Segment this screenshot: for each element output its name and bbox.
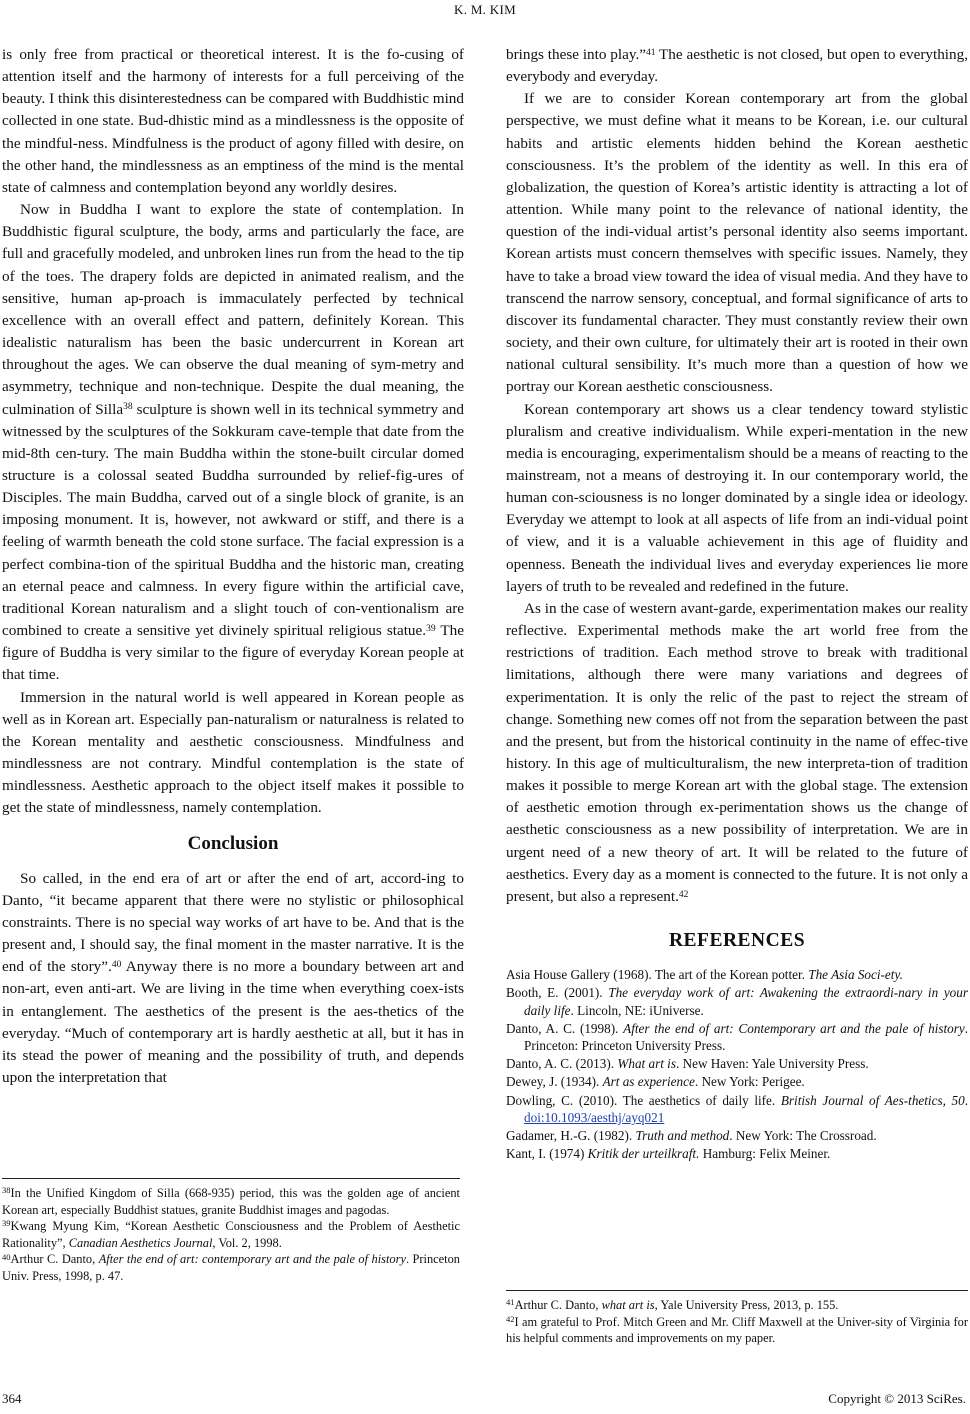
text-run: Dewey, J. (1934). bbox=[506, 1074, 603, 1090]
reference-item bbox=[506, 1127, 968, 1144]
text-run: . New Haven: Yale University Press. bbox=[675, 1056, 869, 1072]
text-run: I am grateful to Prof. Mitch Green and Mr. Cliff Maxwell at the Univer-sity of Virginia for his helpful comments and improvements on my paper. bbox=[506, 1314, 968, 1346]
footnote-ref[interactable]: 41 bbox=[645, 47, 656, 58]
text-run: After the end of art: Contemporary art and the pale of history bbox=[623, 1020, 965, 1036]
page-number: 364 bbox=[2, 1391, 22, 1406]
text-run: . Lincoln, NE: iUniverse. bbox=[570, 1002, 704, 1018]
paragraph: If we are to consider Korean contemporary art from the global perspective, we must define what it means to be Korean, i.e. our cultural habits and artistic elements hidden behind the Korean aesthetic consciousness. It’s the problem of the identity as well. In this era of globalization, the question of Korea’s artistic identity is attracting a lot of attention. While many point to the relevance of national identity, the question of the indi-vidual artist’s personal identity also seems important. Korean artists must concern themselves with specific issues. Namely, they have to take a broad view toward the idea of visual media. And they have to transcend the narrow sensory, conceptual, and formal significance of arts to discover its fundamental character. They must constantly review their own society, and their own culture, for ultimately their art is rooted in their own national cultural sensibility. It’s much more than a question of how we portray our Korean aesthetic consciousness. bbox=[506, 90, 968, 396]
text-run: Danto, A. C. (2013). bbox=[506, 1056, 618, 1072]
text-run: Booth, E. (2001). bbox=[506, 985, 609, 1001]
paragraph: Immersion in the natural world is well appeared in Korean people as well as in Korean art. Especially pan-naturalism or naturalness is related to the Korean mentality and aesthetic consciousness. Mindfulness and mindlessness are not contrary. Mindful contemplation is the state of mindlessness. Aesthetic approach to the object itself makes it possible to get the state of mindlessness, namely contemplation. bbox=[2, 688, 464, 817]
text-run: After the end of art: contemporary art and the pale of history bbox=[98, 1252, 406, 1267]
running-head: K. M. KIM bbox=[454, 2, 516, 17]
text-run: . bbox=[964, 1092, 968, 1108]
text-run: Kwang Myung Kim, “Korean Aesthetic Consciousness and the Problem of Aesthetic Rationality”, bbox=[2, 1219, 460, 1250]
footnote bbox=[2, 1218, 460, 1251]
footnote bbox=[506, 1314, 968, 1347]
footnote bbox=[506, 1297, 968, 1314]
text-run: The aesthetic is not closed, but open to everything, everybody and everyday. bbox=[506, 46, 968, 86]
copyright-notice: Copyright © 2013 SciRes. bbox=[828, 1391, 966, 1406]
text-run: Arthur C. Danto, bbox=[10, 1252, 99, 1267]
paragraph: is only free from practical or theoretical interest. It is the fo-cusing of attention itself and the harmony of interests for a full perceiving of the beauty. I think this disinterestedness can be compared with Buddhistic mind collected in one state. Bud-dhistic mind as a mindlessness is the opposite of the mindful-ness. Mindfulness is the product of agony filled with desire, on the other hand, the mindlessness as an emptiness of the mind is the mental state of calmness and contemplation beyond any worldly desires. bbox=[2, 46, 464, 196]
reference-item bbox=[506, 1073, 968, 1090]
text-run: . Princeton: Princeton University Press. bbox=[524, 1020, 969, 1054]
text-run: . Princeton Univ. Press, 1998, p. 47. bbox=[2, 1252, 461, 1283]
text-run: The everyday work of art: Awakening the extraordi-nary in your daily life bbox=[524, 985, 968, 1018]
text-run: Dowling, C. (2010). The aesthetics of daily life. bbox=[506, 1092, 781, 1108]
references-list bbox=[506, 966, 968, 1162]
text-run: Canadian Aesthetics Journal bbox=[68, 1235, 213, 1250]
footnote-number: 42 bbox=[506, 1313, 515, 1324]
text-run: Asia House Gallery (1968). The art of the Korean potter. bbox=[506, 967, 809, 983]
right-column bbox=[506, 44, 968, 1163]
doi-link[interactable]: doi:10.1093/aesthj/ayq021 bbox=[524, 1109, 665, 1125]
paragraph: Korean contemporary art shows us a clear tendency toward stylistic pluralism and creative individualism. While experi-mentation in the new media is encouraging, experimentalism should be a means of reacting to the mainstream, not a means of destroying it. In our contemporary world, the human con-sciousness is no longer dominated by a single idea or ideology. Everyday we attempt to look at all aspects of life from an indi-vidual point of view, and it is a valuable achievement in this age of fluidity and openness. Beneath the individual lives and everyday experiences lie more layers of truth to be revealed and redefined in the future. bbox=[506, 400, 968, 595]
text-run: . New York: Perigee. bbox=[694, 1074, 805, 1090]
text-run: The Asia Soci-ety. bbox=[808, 967, 903, 983]
paragraph bbox=[2, 199, 464, 686]
text-run: The figure of Buddha is very similar to the figure of everyday Korean people at that time. bbox=[2, 622, 464, 684]
text-run: brings these into play.” bbox=[506, 46, 646, 63]
text-run: British Journal of Aes-thetics, 50 bbox=[780, 1092, 965, 1108]
footnote-number: 38 bbox=[2, 1185, 11, 1196]
text-run: what art is bbox=[601, 1298, 655, 1312]
references-heading: REFERENCES bbox=[668, 930, 806, 952]
reference-item bbox=[506, 984, 968, 1018]
footnote-number: 41 bbox=[506, 1297, 515, 1308]
reference-item bbox=[506, 1145, 968, 1162]
text-run: In the Unified Kingdom of Silla (668-935) period, this was the golden age of ancient Korean art, especially Buddhist statues, granite Buddhist images and pagodas. bbox=[2, 1186, 460, 1217]
text-run: Anyway there is no more a boundary between art and non-art, even anti-art. We are living in the time when everything coex-ists in entanglement. The aesthetics of the present is the aes-thetics of the everyday. “Much of contemporary art is hardly aesthetic at all, but it has in its stead the power of meaning and the possibility of truth, and depends upon the interpretation that bbox=[2, 958, 464, 1087]
text-run: Arthur C. Danto, bbox=[514, 1298, 602, 1312]
text-run: , Yale University Press, 2013, p. 155. bbox=[654, 1298, 839, 1312]
paragraph bbox=[2, 868, 464, 1090]
text-run: . New York: The Crossroad. bbox=[729, 1128, 877, 1144]
footnote-divider bbox=[506, 1290, 968, 1291]
footnote-ref[interactable]: 39 bbox=[426, 623, 436, 634]
footnote bbox=[2, 1251, 460, 1284]
footnote-number: 39 bbox=[2, 1218, 11, 1229]
reference-item bbox=[506, 1055, 968, 1072]
reference-item bbox=[506, 1092, 968, 1126]
paragraph bbox=[506, 598, 968, 908]
text-run: Danto, A. C. (1998). bbox=[506, 1020, 624, 1036]
footnote-ref[interactable]: 38 bbox=[123, 402, 133, 413]
reference-item bbox=[506, 966, 968, 983]
text-run: Now in Buddha I want to explore the state of contemplation. In Buddhistic figural sculpture, the body, arms and particularly the face, are full and gracefully modeled, and unbroken lines run from the head to the tip of the toes. The drapery folds are depicted in animated realism, and the sensitive, human ap-proach is immaculately perfected by technical excellence with an overall effect and pattern, definitely Korean. This idealistic naturalism has been the basic undercurrent in Korean art throughout the ages. We can observe the dual meaning of sym-metry and asymmetry, technique and non-technique. Despite the dual meaning, the culmination of Silla bbox=[2, 201, 464, 418]
left-column bbox=[2, 44, 464, 1089]
text-run: Kant, I. (1974) bbox=[506, 1146, 588, 1162]
footnote-divider bbox=[2, 1178, 460, 1179]
text-run: Gadamer, H.-G. (1982). bbox=[506, 1128, 636, 1144]
text-run: Hamburg: Felix Meiner. bbox=[699, 1146, 831, 1162]
text-run: Truth and method bbox=[635, 1128, 730, 1144]
paragraph bbox=[506, 44, 968, 88]
text-run: Art as experience bbox=[602, 1074, 695, 1090]
footnote-number: 40 bbox=[2, 1251, 11, 1262]
footnotes-right bbox=[506, 1290, 968, 1347]
text-run: Kritik der urteilkraft. bbox=[587, 1146, 700, 1162]
text-run: So called, in the end era of art or after the end of art, accord-ing to Danto, “it became apparent that there were no stylistic or philosophical constraints. There is no special way works of art have to be. And that is the present and, I should say, the final moment in the master narrative. It is the end of the story”. bbox=[2, 869, 464, 976]
footnote-ref[interactable]: 40 bbox=[111, 959, 122, 970]
reference-item bbox=[506, 1020, 968, 1054]
text-run: As in the case of western avant-garde, experimentation makes our reality reflective. Experimental methods make the art world free from the restrictions of tradition. Each method strove to break with traditional limitations, although there were many variations and degrees of experimentation. It is only the relic of the past to reject the stream of change. Something new comes off not from the separation between the past and the present, but from the historical continuity in the name of effec-tive history. In this age of multiculturalism, the new interpreta-tion of tradition makes it possible to merge Korean art with the global stage. The extension of aesthetic emotion through ex-perimentation shows us the change of aesthetic consciousness as a new possibility of interpretation. We are in urgent need of a new theory of art. It will be related to the future of aesthetics. Every day as a moment is connected to the future. It is not only a present, but also a represent. bbox=[506, 599, 968, 905]
text-run: sculpture is shown well in its technical symmetry and witnessed by the sculptures of the Sokkuram cave-temple that date from the mid-8th cen-tury. The main Buddha within the stone-built circular domed structure is a colossal seated Buddha surrounded by relief-fig-ures of Disciples. The main Buddha, carved out of a single block of granite, is an imposing monument. It is, however, not awkward or stiff, and there is a feeling of warmth beneath the cold stone surface. The facial expression is a perfect combina-tion of the spiritual Buddha and the historic man, creating an eternal peace and calmness. In every figure within the artificial cave, traditional Korean naturalism and a slight touch of con-ventionalism are combined to create a sensitive yet divinely spiritual religious statue. bbox=[2, 400, 464, 640]
text-run: , Vol. 2, 1998. bbox=[212, 1235, 282, 1250]
footnote bbox=[2, 1185, 460, 1218]
conclusion-heading: Conclusion bbox=[187, 833, 279, 855]
footnote-ref[interactable]: 42 bbox=[678, 889, 689, 900]
text-run: What art is bbox=[617, 1056, 676, 1072]
footnotes-left bbox=[2, 1178, 460, 1285]
